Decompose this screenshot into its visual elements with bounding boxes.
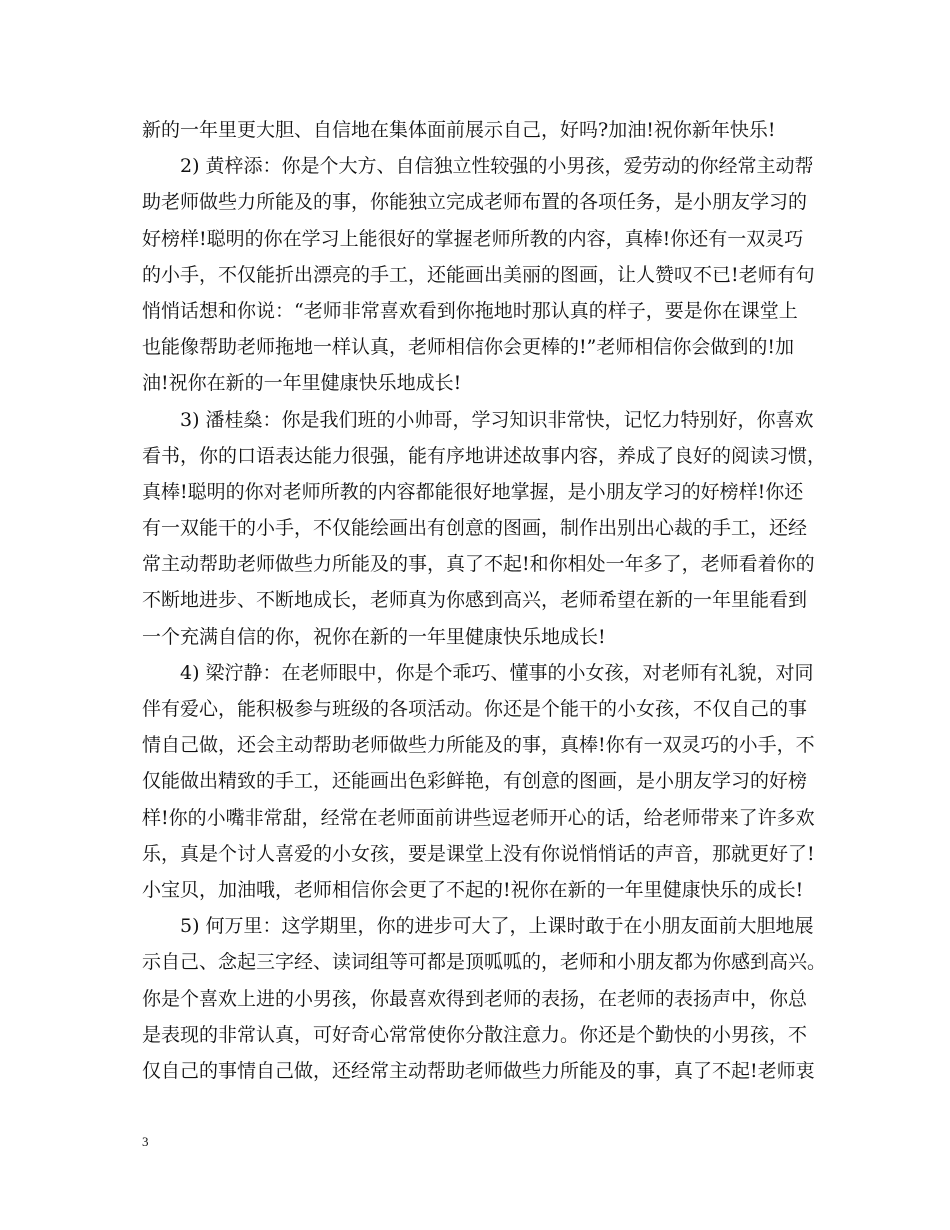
- page-number: 3: [142, 1134, 149, 1149]
- text-line: 是表现的非常认真，可好奇心常常使你分散注意力。你还是个勤快的小男孩，不: [142, 1023, 808, 1046]
- text-line: 不断地进步、不断地成长，老师真为你感到高兴，老师希望在新的一年里能看到: [142, 589, 808, 612]
- text-line: 助老师做些力所能及的事，你能独立完成老师布置的各项任务，是小朋友学习的: [142, 191, 808, 214]
- text-line: 真棒!聪明的你对老师所教的内容都能很好地掌握，是小朋友学习的好榜样!你还: [142, 480, 804, 503]
- text-line: 也能像帮助老师拖地一样认真，老师相信你会更棒的!”老师相信你会做到的!加: [142, 336, 794, 359]
- text-line: 好榜样!聪明的你在学习上能很好的掌握老师所教的内容，真棒!你还有一双灵巧: [142, 227, 804, 250]
- text-line: 油!祝你在新的一年里健康快乐地成长!: [142, 372, 462, 395]
- text-line: 示自己、念起三字经、读词组等可都是顶呱呱的，老师和小朋友都为你感到高兴。: [142, 951, 827, 974]
- text-line: 有一双能干的小手，不仅能绘画出有创意的图画，制作出别出心裁的手工，还经: [142, 517, 808, 540]
- paragraph-start-3: 3) 潘桂燊：你是我们班的小帅哥，学习知识非常快，记忆力特别好，你喜欢: [180, 408, 814, 431]
- text-line: 常主动帮助老师做些力所能及的事，真了不起!和你相处一年多了，老师看着你的: [142, 553, 815, 576]
- text-line: 仅自己的事情自己做，还经常主动帮助老师做些力所能及的事，真了不起!老师衷: [142, 1059, 815, 1082]
- text-line: 仅能做出精致的手工，还能画出色彩鲜艳，有创意的图画，是小朋友学习的好榜: [142, 770, 808, 793]
- text-line: 的小手，不仅能折出漂亮的手工，还能画出美丽的图画，让人赞叹不已!老师有句: [142, 263, 815, 286]
- text-line: 乐，真是个讨人喜爱的小女孩，要是课堂上没有你说悄悄话的声音，那就更好了!: [142, 842, 815, 865]
- text-line: 你是个喜欢上进的小男孩，你最喜欢得到老师的表扬，在老师的表扬声中，你总: [142, 987, 808, 1010]
- text-line: 小宝贝，加油哦，老师相信你会更了不起的!祝你在新的一年里健康快乐的成长!: [142, 878, 804, 901]
- text-line: 样!你的小嘴非常甜，经常在老师面前讲些逗老师开心的话，给老师带来了许多欢: [142, 806, 815, 829]
- text-line: 看书，你的口语表达能力很强，能有序地讲述故事内容，养成了良好的阅读习惯，: [142, 444, 827, 467]
- paragraph-start-2: 2) 黄梓添：你是个大方、自信独立性较强的小男孩，爱劳动的你经常主动帮: [180, 155, 814, 178]
- body-text: [142, 112, 827, 1089]
- paragraph-start-4: 4) 梁泞静：在老师眼中，你是个乖巧、懂事的小女孩，对老师有礼貌，对同: [180, 661, 814, 684]
- paragraph-start-5: 5) 何万里：这学期里，你的进步可大了，上课时敢于在小朋友面前大胆地展: [180, 915, 814, 938]
- text-line: 新的一年里更大胆、自信地在集体面前展示自己，好吗?加油!祝你新年快乐!: [142, 119, 776, 141]
- text-line: 悄悄话想和你说：“老师非常喜欢看到你拖地时那认真的样子，要是你在课堂上: [142, 299, 798, 322]
- text-line: 一个充满自信的你，祝你在新的一年里健康快乐地成长!: [142, 625, 606, 648]
- text-line: 伴有爱心，能积极参与班级的各项活动。你还是个能干的小女孩，不仅自己的事: [142, 698, 808, 720]
- text-line: 情自己做，还会主动帮助老师做些力所能及的事，真棒!你有一双灵巧的小手，不: [142, 734, 815, 757]
